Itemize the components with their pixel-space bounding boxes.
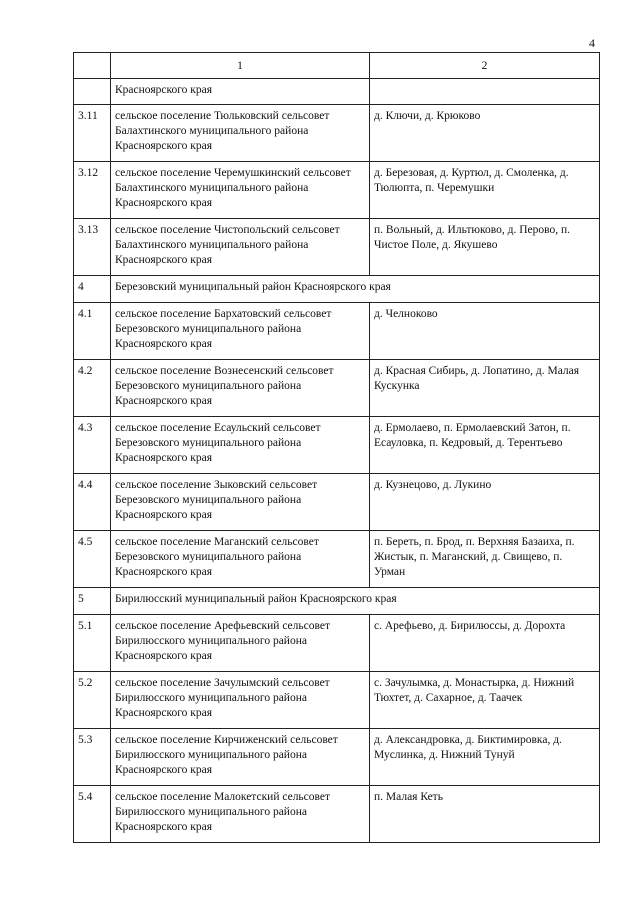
district-row	[74, 588, 600, 615]
localities: д. Челноково	[370, 303, 600, 360]
settlement-name: сельское поселение Чистопольский сельсовет Балахтинского муниципального района Красноярского края	[111, 219, 370, 276]
table-row	[74, 786, 600, 843]
page-number: 4	[589, 36, 595, 50]
table-row	[74, 219, 600, 276]
row-number: 3.12	[74, 162, 111, 219]
settlement-name: сельское поселение Зыковский сельсовет Березовского муниципального района Красноярского края	[111, 474, 370, 531]
settlement-name: сельское поселение Маганский сельсовет Березовского муниципального района Красноярского края	[111, 531, 370, 588]
table-row	[74, 615, 600, 672]
header-cell-2: 2	[370, 53, 600, 79]
district-name: Березовский муниципальный район Красноярского края	[111, 276, 600, 303]
table-row	[74, 729, 600, 786]
settlement-name: сельское поселение Зачулымский сельсовет Бирилюсского муниципального района Красноярского края	[111, 672, 370, 729]
settlement-name: сельское поселение Тюльковский сельсовет Балахтинского муниципального района Красноярского края	[111, 105, 370, 162]
row-number: 5.2	[74, 672, 111, 729]
table-row	[74, 417, 600, 474]
localities: с. Зачулымка, д. Монастырка, д. Нижний Тюхтет, д. Сахарное, д. Таачек	[370, 672, 600, 729]
settlement-name: сельское поселение Малокетский сельсовет Бирилюсского муниципального района Красноярского края	[111, 786, 370, 843]
row-number: 4.1	[74, 303, 111, 360]
table-row	[74, 474, 600, 531]
localities	[370, 79, 600, 105]
settlement-name: Красноярского края	[111, 79, 370, 105]
row-number: 4	[74, 276, 111, 303]
table-header-row	[74, 53, 600, 79]
header-cell-1: 1	[111, 53, 370, 79]
localities: д. Александровка, д. Биктимировка, д. Муслинка, д. Нижний Тунуй	[370, 729, 600, 786]
row-number: 5	[74, 588, 111, 615]
table-row	[74, 162, 600, 219]
localities: д. Кузнецово, д. Лукино	[370, 474, 600, 531]
settlement-name: сельское поселение Есаульский сельсовет Березовского муниципального района Красноярского края	[111, 417, 370, 474]
localities: д. Красная Сибирь, д. Лопатино, д. Малая Кускунка	[370, 360, 600, 417]
localities: п. Вольный, д. Ильтюково, д. Перово, п. Чистое Поле, д. Якушево	[370, 219, 600, 276]
row-number	[74, 79, 111, 105]
localities: д. Березовая, д. Куртюл, д. Смоленка, д. Тюлюпта, п. Черемушки	[370, 162, 600, 219]
continuation-row	[74, 79, 600, 105]
table-row	[74, 531, 600, 588]
localities: п. Малая Кеть	[370, 786, 600, 843]
row-number: 5.3	[74, 729, 111, 786]
table-row	[74, 303, 600, 360]
settlement-name: сельское поселение Вознесенский сельсовет Березовского муниципального района Красноярского края	[111, 360, 370, 417]
row-number: 3.13	[74, 219, 111, 276]
localities: д. Ермолаево, п. Ермолаевский Затон, п. Есауловка, п. Кедровый, д. Терентьево	[370, 417, 600, 474]
settlement-name: сельское поселение Кирчиженский сельсовет Бирилюсского муниципального района Красноярского края	[111, 729, 370, 786]
settlement-name: сельское поселение Черемушкинский сельсовет Балахтинского муниципального района Красноярского края	[111, 162, 370, 219]
header-cell-num	[74, 53, 111, 79]
localities: п. Береть, п. Брод, п. Верхняя Базаиха, п. Жистык, п. Маганский, д. Свищево, п. Урман	[370, 531, 600, 588]
localities: с. Арефьево, д. Бирилюссы, д. Дорохта	[370, 615, 600, 672]
row-number: 4.2	[74, 360, 111, 417]
row-number: 3.11	[74, 105, 111, 162]
settlements-table	[73, 52, 600, 843]
row-number: 4.4	[74, 474, 111, 531]
district-name: Бирилюсский муниципальный район Красноярского края	[111, 588, 600, 615]
district-row	[74, 276, 600, 303]
row-number: 4.5	[74, 531, 111, 588]
localities: д. Ключи, д. Крюково	[370, 105, 600, 162]
settlement-name: сельское поселение Бархатовский сельсовет Березовского муниципального района Красноярского края	[111, 303, 370, 360]
row-number: 4.3	[74, 417, 111, 474]
table-row	[74, 360, 600, 417]
row-number: 5.4	[74, 786, 111, 843]
row-number: 5.1	[74, 615, 111, 672]
table-row	[74, 672, 600, 729]
table-row	[74, 105, 600, 162]
settlement-name: сельское поселение Арефьевский сельсовет Бирилюсского муниципального района Красноярского края	[111, 615, 370, 672]
